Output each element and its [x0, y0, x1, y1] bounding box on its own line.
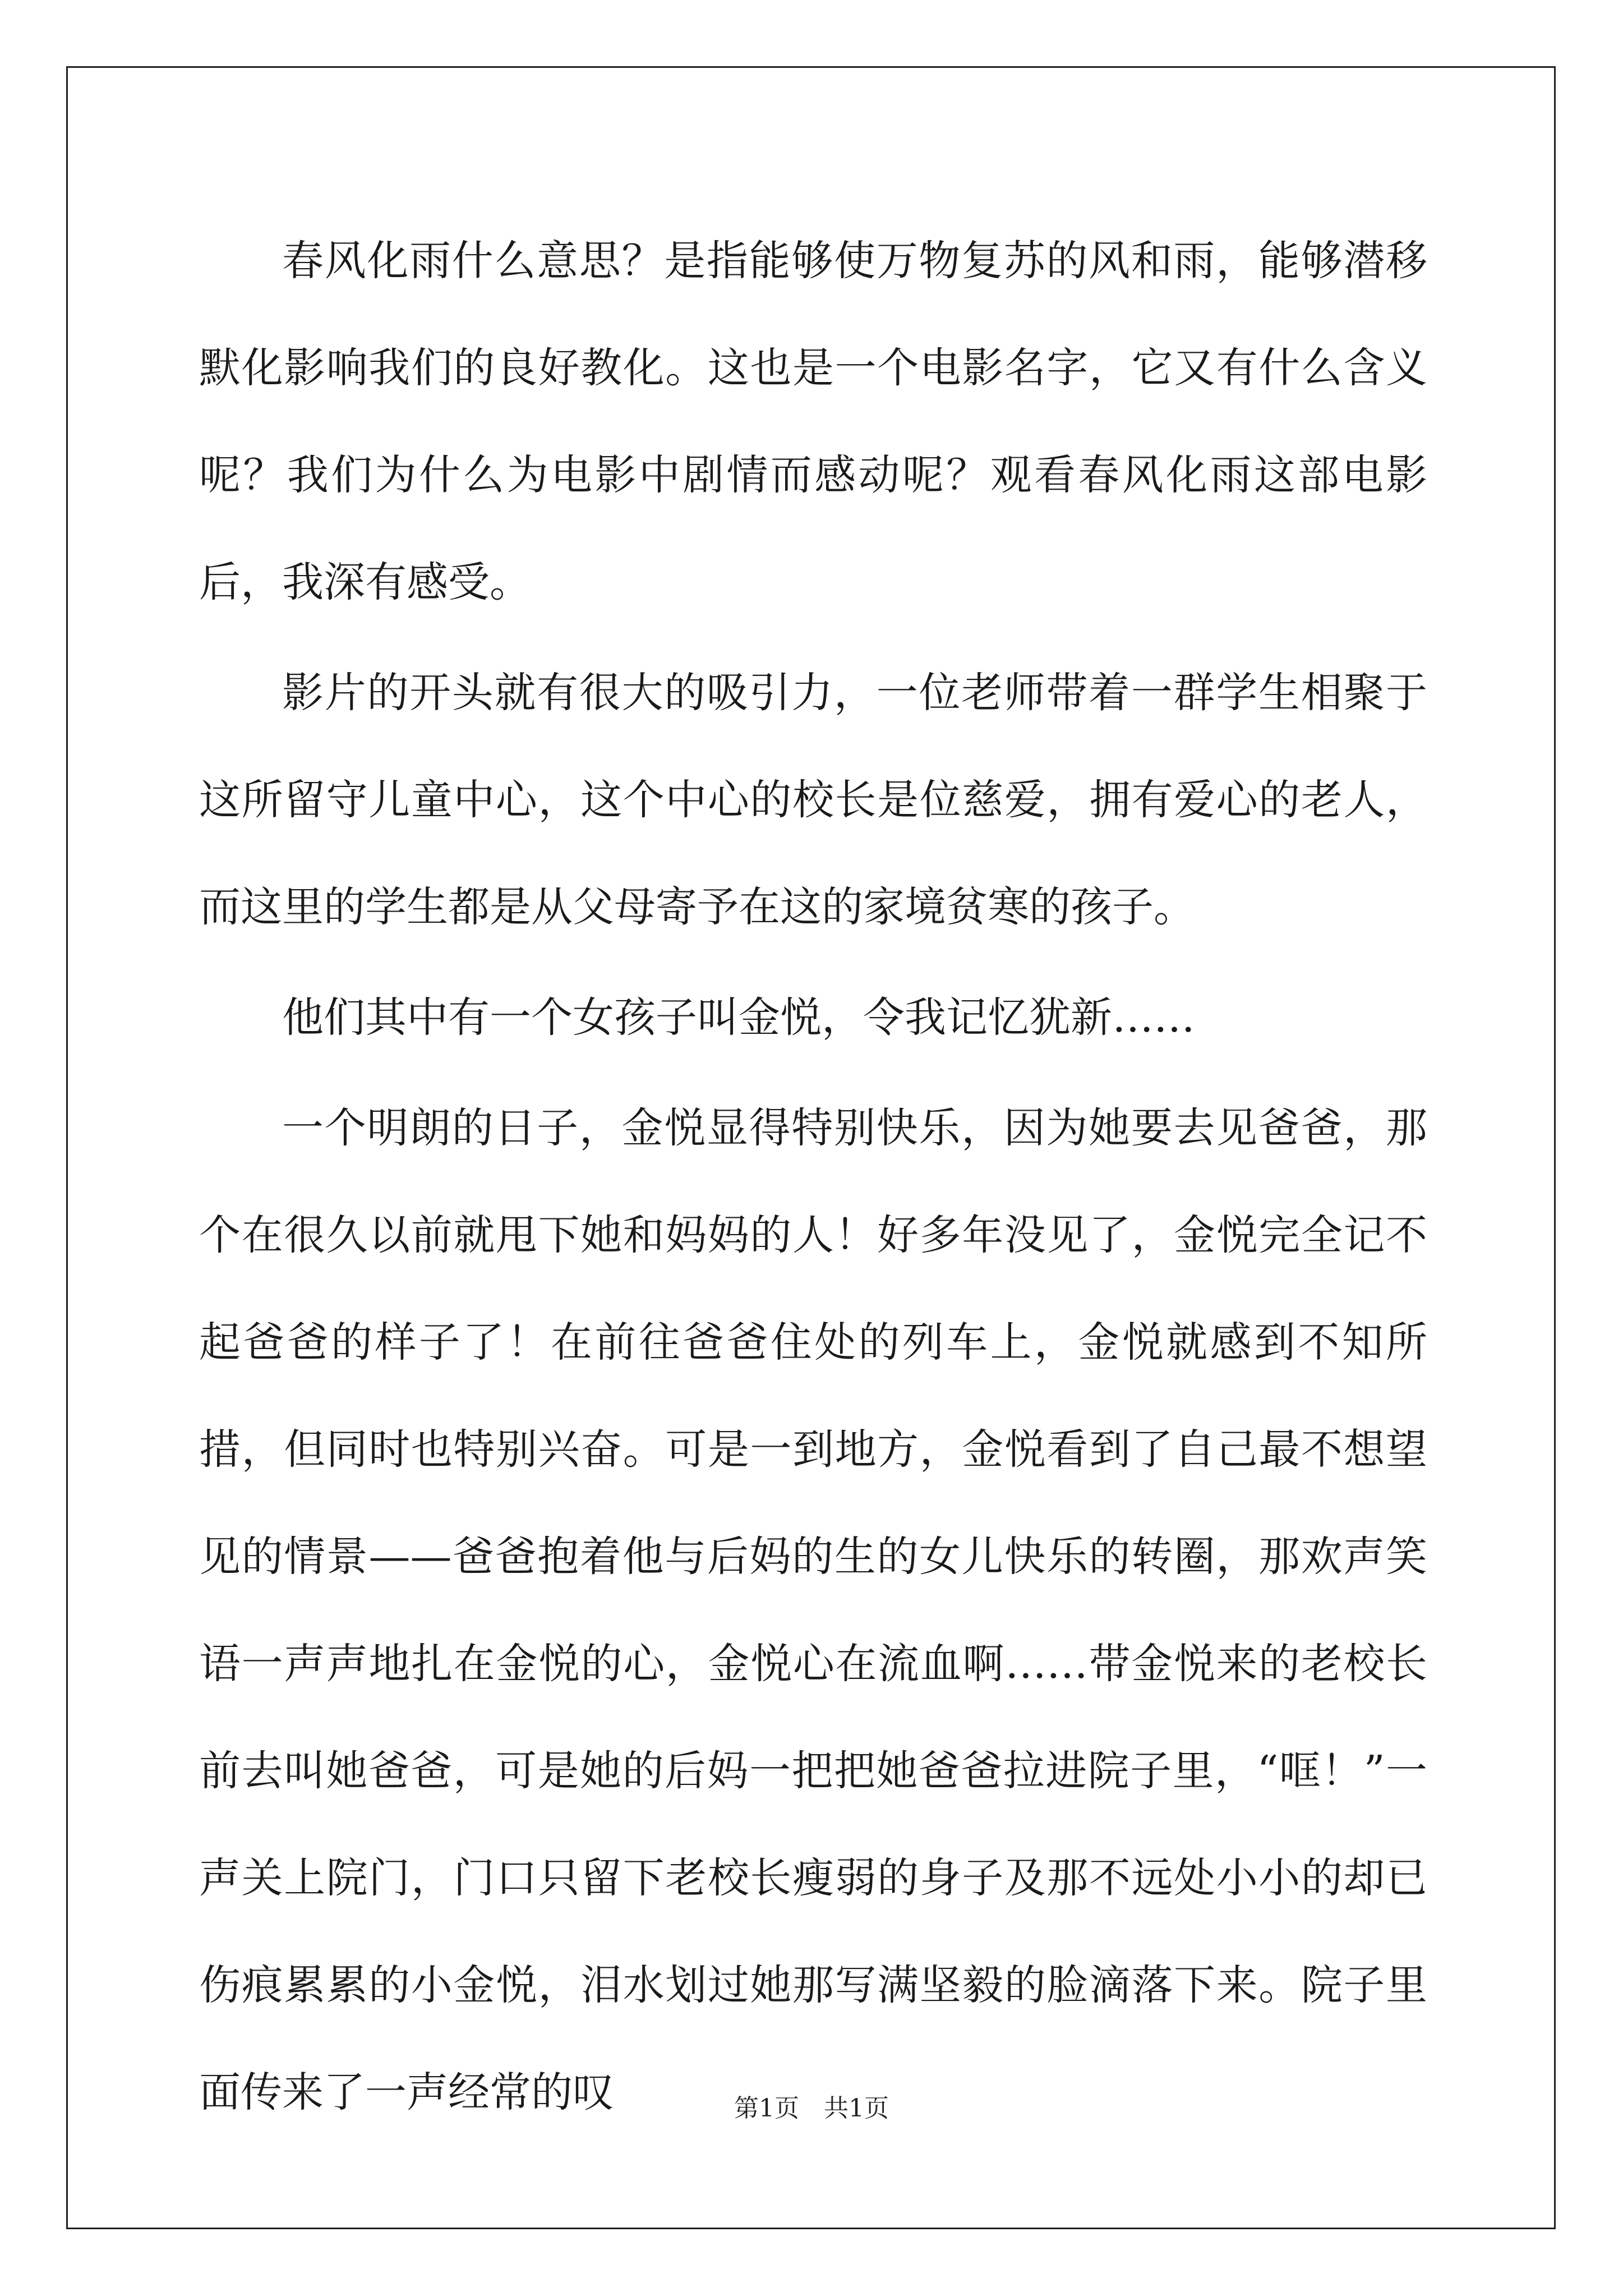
paragraph-1: 春风化雨什么意思？是指能够使万物复苏的风和雨，能够潜移默化影响我们的良好教化。这也是一个电影名字，它又有什么含义呢？我们为什么为电影中剧情而感动呢？观看春风化雨这部电影后，我深有感受。 — [199, 237, 1427, 606]
paragraph-2: 影片的开头就有很大的吸引力，一位老师带着一群学生相聚于这所留守儿童中心，这个中心的校长是位慈爱，拥有爱心的老人，而这里的学生都是从父母寄予在这的家境贫寒的孩子。 — [199, 669, 1427, 931]
paragraph-4: 一个明朗的日子，金悦显得特别快乐，因为她要去见爸爸，那个在很久以前就甩下她和妈妈的人！好多年没见了，金悦完全记不起爸爸的样子了！在前往爸爸住处的列车上，金悦就感到不知所措，但同时也特别兴奋。可是一到地方，金悦看到了自己最不想望见的情景——爸爸抱着他与后妈的生的女儿快乐的转圈，那欢声笑语一声声地扎在金悦的心，金悦心在流血啊……带金悦来的老校长前去叫她爸爸，可是她的后妈一把把她爸爸拉进院子里，“哐！”一声关上院门，门口只留下老校长瘦弱的身子及那不远处小小的却已伤痕累累的小金悦，泪水划过她那写满坚毅的脸滴落下来。院子里面传来了一声经常的叹 — [199, 1104, 1427, 2116]
paragraph-3: 他们其中有一个女孩子叫金悦，令我记忆犹新…… — [282, 993, 1195, 1042]
document-body — [199, 208, 1427, 2150]
page-footer: 第1页 共1页 — [734, 2094, 889, 2123]
